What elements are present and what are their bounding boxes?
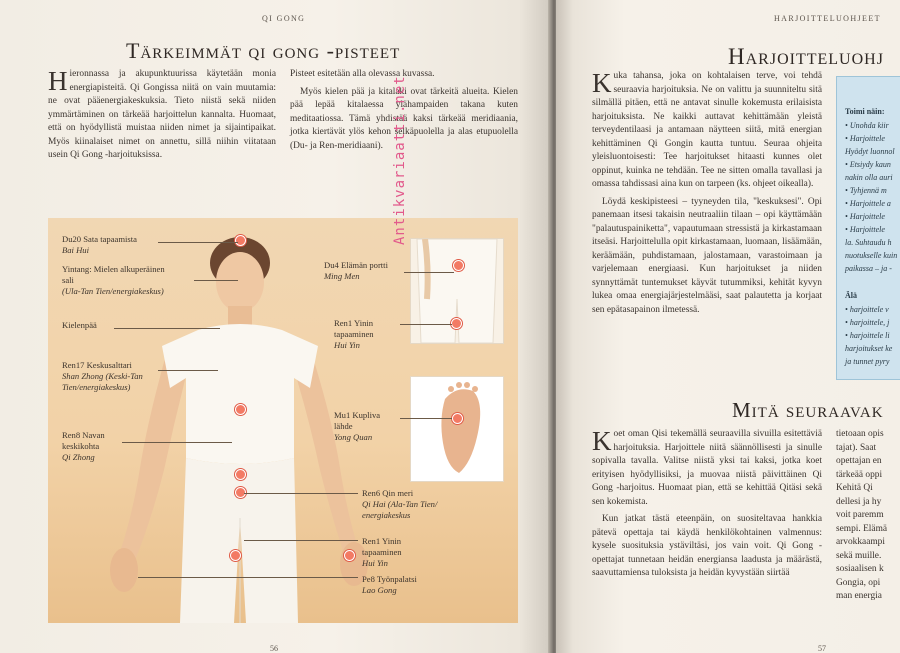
tips-sidebar [836,76,900,380]
point-pe8 [344,550,355,561]
page-title-right: Harjoitteluohj [728,44,884,69]
intro-column-1 [48,68,276,163]
label-kielenpaa: Kielenpää [62,320,97,330]
page-number-right: 57 [818,644,826,653]
running-head-left: QI GONG [262,14,306,23]
label-ren1: Ren1 Yinin tapaaminen Hui Yin [362,536,402,568]
leader-line [122,442,232,443]
leader-line [400,418,452,419]
leader-line [158,242,238,243]
label-du20: Du20 Sata tapaamista Bai Hui [62,234,137,255]
paragraph: Kun jatkat tästä eteenpäin, on suositeltavaa hankkia pätevä opettaja tai käydä henkilökohtainen valmennus: kysele suosituksia ystäviltäsi, jos vain voit. Qi Gong -opettajat tunnetaan heidän energiansa laadusta ja määrästä, saavuttamiensa tuloksista ja heidän kyvystään siirtää [592,514,822,578]
dropcap: H [48,66,68,96]
paragraph: uka tahansa, joka on kohtalaisen terve, voi tehdä seuraavia harjoituksia. Ne on valittu ja suunniteltu sitä silmällä pitäen, että ne antavat sinulle kokemusta erilaisista harjoituksista. Ne kaikki auttavat kehittämään yleistä terveydentilaasi ja antamaan näytteen siitä, mitä energian kehittäminen Qi Gongin kautta tuntuu. Seuraa ohjeita yleisluontoisesti: Tee harjoitukset hitaasti kunnes olet oppinut, kuinka ne tehdään. Tee ne sitten omalla tavallasi ja omassa tahdissasi aina kun on tarpeen (ks. ohjeet oikealla). [592,71,822,189]
page-number-left: 56 [270,644,278,653]
label-ren17: Ren17 Keskusalttari Shan Zhong (Keski-Tan Tien/energiakeskus) [62,360,143,392]
acupoint-figure [48,218,518,623]
watermark: Antikvariaatti.net [392,75,408,245]
leader-line [158,370,218,371]
right-column-1 [592,70,822,321]
point-ren17 [235,404,246,415]
point-ren1-inset [451,318,462,329]
label-ren6: Ren6 Qin meri Qi Hai (Ala-Tan Tien/ energiakeskus [362,488,438,520]
label-mu1: Mu1 Kupliva lähde Yong Quan [334,410,381,442]
leader-line [400,324,452,325]
leader-line [404,272,454,273]
running-head-right: HARJOITTELUOHJEET [774,14,881,23]
leader-line [138,577,358,578]
point-ren1 [230,550,241,561]
paragraph: oet oman Qisi tekemällä seuraavilla sivuilla esitettäviä harjoituksia. Harjoittele niitä säännöllisesti ja sinulle sopivalla tavalla. Valitse niistä yksi tai kaksi, jotka koet erityisen hyödyllisiksi, ja muovaa niistä päivittäinen Qi Gong -harjoitus. Huomaat pian, että se kehittää Qitäsi sekä sen kokemista. [592,429,822,507]
point-du4 [453,260,464,271]
paragraph: Pisteet esitetään alla olevassa kuvassa. [290,69,435,79]
label-yintang: Yintang: Mielen alkuperäinen sali (Ula-Tan Tien/energiakeskus) [62,264,165,296]
point-ren8 [235,469,246,480]
leader-line [114,328,220,329]
right-column-3: tietoaan opis tajat). Saat opettajan en tärkeää oppi Kehitä Qi dellesi ja hy voit paremm sempi. Elämä arvokkaampi sekä muille. sosiaalisen k Gongia, opi man energia [836,429,888,601]
label-pe8: Pe8 Työnpalatsi Lao Gong [362,574,417,595]
sidebar-heading: Toimi näin: [845,107,885,116]
dropcap: K [592,426,612,456]
section-subtitle: Mitä seuraavak [732,398,884,422]
sidebar-heading-2: Älä [845,291,857,300]
leader-line [244,493,358,494]
label-du4: Du4 Elämän portti Ming Men [324,260,388,281]
leader-line [194,280,238,281]
point-mu1 [452,413,463,424]
foot-illustration [411,377,503,481]
right-column-2 [592,428,822,585]
sidebar-items: • Unohda kiir • Harjoittele Hyödyt luonnol • Etsiydy kaun nakin olla auri • Tyhjennä m • Harjoittele a • Harjoittele • Harjoittele la. Suhtaudu h nuotukselle kuin paikassa – ja - [845,121,898,273]
label-ren1-inset: Ren1 Yinin tapaaminen Hui Yin [334,318,374,350]
paragraph: Löydä keskipisteesi – tyyneyden tila, "keskuksesi". Opi panemaan itsesi takaisin neutraaliin tilaan – opi käyttämään "palautuspainiketta", vapautumaan stressistä ja kirkastamaan itseäsi. Harjoittelulla opit kirkastamaan, luomaan, lisäämään, keräämään, puhdistamaan, jalostamaan, varastoimaan ja varjelemaan energiaasi. Kun harjoitukset ja niiden synnyttämät tuntemukset käyvät tutummiksi, kehität kyvyn lukea omaa energiajärjestelmääsi, saat palautetta ja korjaat sen epätasapainon ilmetessä. [592,196,822,315]
sidebar-items-2: • harjoittele v • harjoittele, j • harjoittele li harjoitukset ke ja tunnet pyry [845,305,893,366]
intro-text: ieronnassa ja akupunktuurissa käytetään monia energiapisteitä. Qi Gongissa niitä on vain muutamia: ne ovat pääenergiakeskuksia. Tieto niistä sekä niiden ymmärtäminen on tärkeää harjoittelun kannalta. Huomaat, että on hyödyllistä muistaa niiden nimet ja sijaintipaikat. Myös kiinalaiset nimet on annettu, sillä niihin viitataan usein Qi Gong -harjoituksissa. [48,69,276,160]
point-du20 [235,235,246,246]
dropcap: K [592,68,612,98]
paragraph: Myös kielen pää ja kitalaki ovat tärkeitä alueita. Kielen pää lepää kitalaessa ylähampaiden takana kuten meditaatiossa. Tämä yhdistää kaksi tärkeää meridiaania, jotka kiertävät ylös kehon selkäpuolella ja alas etupuolella (Du- ja Ren-meridiaani). [290,86,518,151]
label-ren8: Ren8 Navan keskikohta Qi Zhong [62,430,105,462]
page-title-left: Tärkeimmät qi gong -pisteet [126,38,401,63]
inset-foot [410,376,504,482]
leader-line [244,540,358,541]
